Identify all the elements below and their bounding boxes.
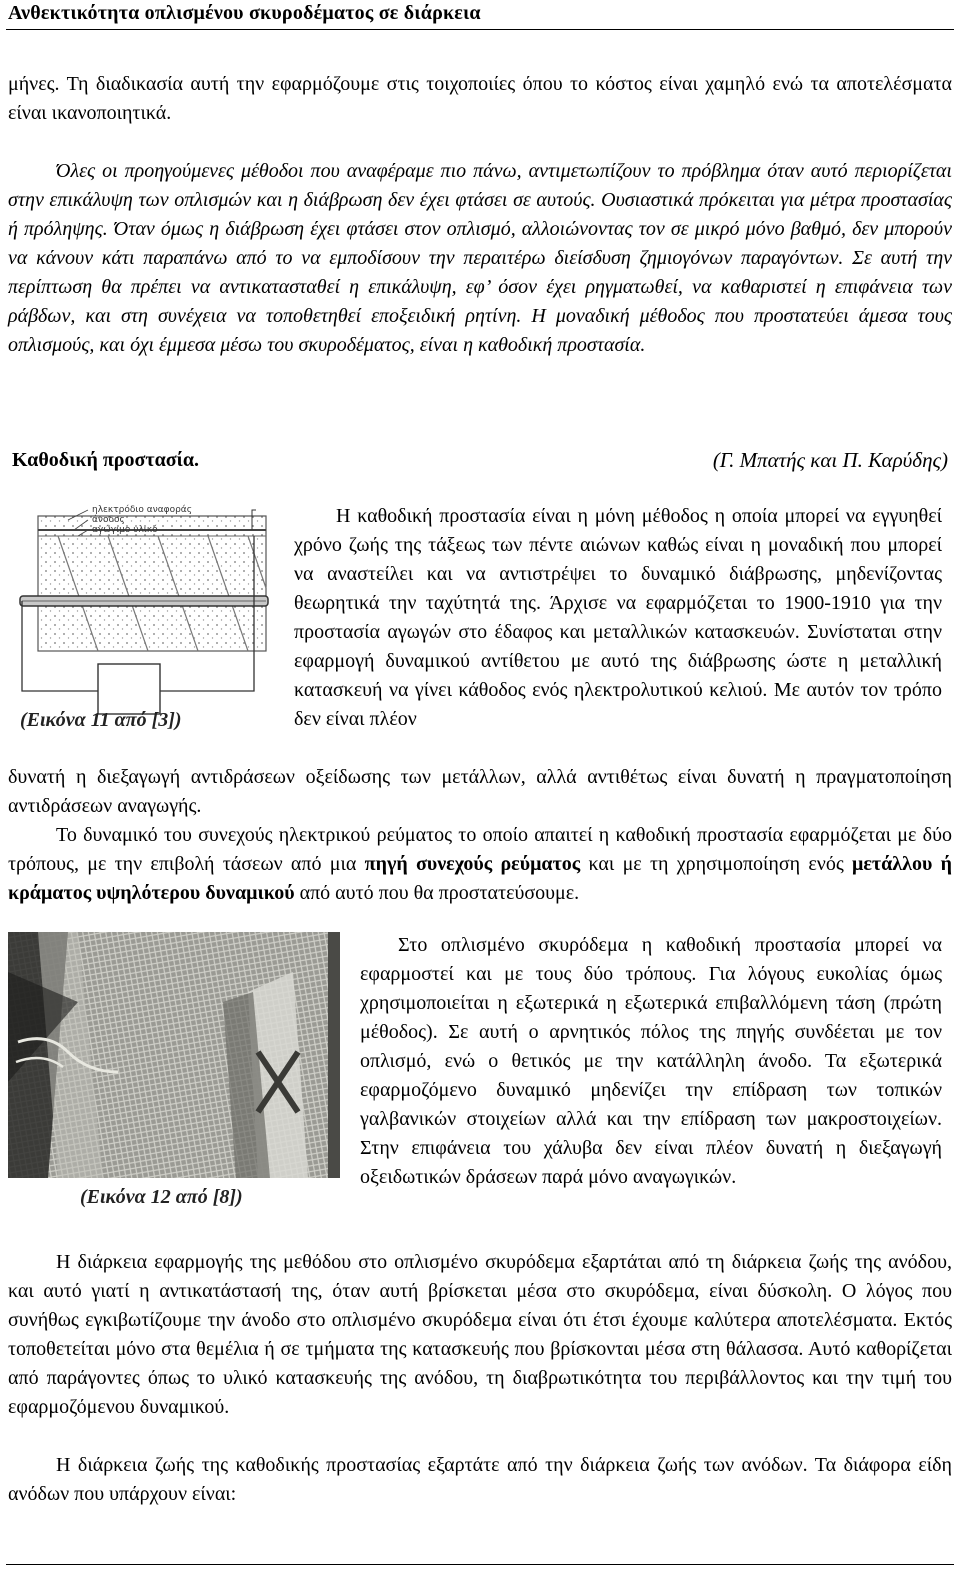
italic-paragraph: Όλες οι προηγούμενες μέθοδοι που αναφέραμε πιο πάνω, αντιμετωπίζουν το πρόβλημα όταν αυτό περιορίζεται στην επικάλυψη των οπλισμών και η διάβρωση δεν έχει φτάσει σε αυτούς. Ουσιαστικά πρόκειται για μέτρα προστασίας ή πρόληψης. Όταν όμως η διάβρωση έχει φτάσει στον οπλισμό, αλλοιώνοντας τον σε μικρό μόνο βαθμό, δεν μπορούν να κάνουν κάτι παραπάνω από το να εμποδίσουν την περαιτέρω διείσδυση ζημιογόνων παραγόντων. Σε αυτή την περίπτωση θα πρέπει να αντικατασταθεί η επικάλυψη, εφ’ όσον έχει ρηγματωθεί, να καθαριστεί η επιφάνεια των ράβδων, και στη συνέχεια να τοποθετηθεί εποξειδική ρητίνη. Η μοναδική μέθοδος που προστατεύει άμεσα τους οπλισμούς, και όχι έμμεσα μέσω του σκυροδέματος, είναι η καθοδική προστασία. <box>8 160 952 356</box>
anode-mesh-photo-icon <box>8 932 340 1178</box>
methods-paragraph <box>360 931 942 1192</box>
figure-12-caption: (Εικόνα 12 από [8]) <box>80 1186 243 1208</box>
cathodic-paragraph-wrapped <box>294 502 942 734</box>
header-divider <box>6 29 954 30</box>
running-header-title: Ανθεκτικότητα οπλισμένου σκυροδέματος σε διάρκεια <box>8 2 481 24</box>
figure-11-caption: (Εικόνα 11 από [3]) <box>20 709 182 731</box>
cathodic-paragraph-continued: δυνατή η διεξαγωγή αντιδράσεων οξείδωσης των μετάλλων, αλλά αντιθέτως είναι δυνατή η πραγματοποίηση αντιδράσεων αναγωγής. <box>8 766 952 817</box>
figure-12-photo <box>8 932 340 1178</box>
duration-paragraph: Η διάρκεια εφαρμογής της μεθόδου στο οπλισμένο σκυρόδεμα εξαρτάται από τη διάρκεια ζωής της ανόδου, και αυτό γιατί η αντικατάστασή της, όταν αυτή βρίσκεται μέσα στο σκυρόδεμα, είναι δύσκολη. Ο λόγος που συνήθως εγκιβωτίζουμε την άνοδο στο οπλισμένο σκυρόδεμα είναι ότι έτσι έχουμε καλύτερα αποτελέσματα. Εκτός τοποθετείται μόνο στα θεμέλια ή σε τμήματα της κατασκευής που βρίσκονται μέσα στη θάλασσα. Αυτό καθορίζεται από παράγοντες όπως το υλικό κατασκευής της ανόδου, τη διαβρωτικότητα του περιβάλλοντος και την τιμή του εφαρμοζόμενου δυναμικού. <box>8 1251 952 1418</box>
section-heading: Καθοδική προστασία. <box>12 449 199 471</box>
higher-potential-metal-emphasis: μετάλλου ή κράματος υψηλότερου δυναμικού <box>8 853 952 904</box>
methods-paragraph-text: Στο οπλισμένο σκυρόδεμα η καθοδική προστασία μπορεί να εφαρμοστεί και με τους δύο τρόπους. Για λόγους ευκολίας όμως χρησιμοποιείται η εξωτερικά η εξωτερικά επιβαλλόμενη τάση (πρώτη μέθοδος). Σε αυτή ο αρνητικός πόλος της πηγής συνδέεται με τον οπλισμό, ενώ ο θετικός με την κατάλληλη άνοδο. Τα εξωτερικά εφαρμοζόμενο δυναμικό μηδενίζει την επίδραση των τοπικών γαλβανικών στοιχείων αλλά και την επίδραση των μακροστοιχείων. Στην επιφάνεια του χάλυβα δεν είναι πλέον δυνατή η διεξαγωγή οξειδωτικών δράσεων παρά μόνο αναγωγικών. <box>360 934 942 1188</box>
potential-paragraph: Το δυναμικό του συνεχούς ηλεκτρικού ρεύματος το οποίο απαιτεί η καθοδική προστασία εφαρμόζεται με δύο τρόπους, με την επιβολή τάσεων από μια πηγή συνεχούς ρεύματος και με τη χρησιμοποίηση ενός μετάλλου ή κράματος υψηλότερου δυναμικού από αυτό που θα προστατεύσουμε. <box>8 824 952 904</box>
dc-source-emphasis: πηγή συνεχούς ρεύματος <box>364 853 581 875</box>
label-conductive-material: αγώγιμο υλικό <box>92 525 158 535</box>
anodes-paragraph: Η διάρκεια ζωής της καθοδικής προστασίας εξαρτάτε από την διάρκεια ζωής των ανόδων. Τα διάφορα είδη ανόδων που υπάρχουν είναι: <box>8 1454 952 1505</box>
label-reference-electrode: ηλεκτρόδιο αναφοράς <box>92 505 193 515</box>
cathodic-paragraph-text: Η καθοδική προστασία είναι η μόνη μέθοδος η οποία μπορεί να εγγυηθεί χρόνο ζωής της τάξεως των πέντε αιώνων καθώς είναι η μοναδική που μπορεί να αναστείλει και να αντιστρέψει το δυναμικό διάβρωσης, μηδενίζοντας θεωρητικά την ταχύτητά της. Άρχισε να εφαρμόζεται το 1900-1910 για την προστασία αγωγών στο έδαφος και μεταλλικών κατασκευών. Συνίσταται στην εφαρμογή δυναμικού αντίθετου με αυτό της διάβρωσης ώστε η μεταλλική κατασκευή να γίνει κάθοδος ενός ηλεκτρολυτικού κελιού. Με αυτόν τον τρόπο δεν είναι πλέον <box>294 505 942 730</box>
label-anode: άνοδος <box>92 515 125 525</box>
section-citation: (Γ. Μπατής και Π. Καρύδης) <box>712 448 948 472</box>
intro-paragraph: μήνες. Τη διαδικασία αυτή την εφαρμόζουμε στις τοιχοποιίες όπου το κόστος είναι χαμηλό ενώ τα αποτελέσματα είναι ικανοποιητικά. <box>8 73 952 124</box>
footer-divider <box>6 1564 954 1565</box>
